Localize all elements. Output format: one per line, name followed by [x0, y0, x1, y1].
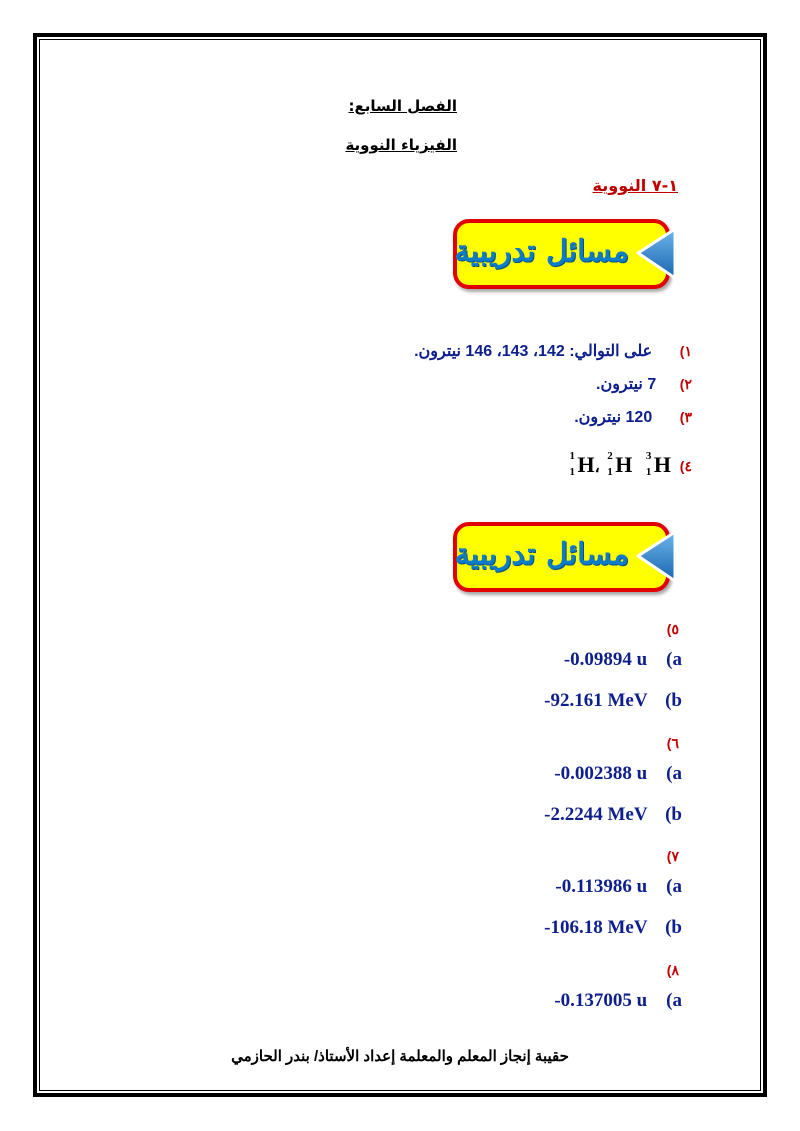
- left-arrow-icon: [635, 226, 680, 281]
- answer-value: -0.09894 u: [563, 649, 648, 670]
- left-arrow-icon: [635, 529, 680, 584]
- answer-row-b: [544, 804, 682, 826]
- part-label: (a: [666, 649, 682, 670]
- question-number: ٧): [666, 848, 679, 864]
- item-answer: 7 نيترون.: [596, 376, 657, 393]
- isotope-hydrogen-2: 2 1 H: [607, 450, 633, 478]
- chapter-title: الفصل السابع:: [348, 97, 457, 115]
- answer-row-b: [544, 917, 682, 939]
- answer-value: -106.18 MeV: [544, 917, 648, 938]
- answer-row-a: [555, 876, 682, 898]
- banner-label: مسائل تدريبية: [454, 234, 629, 269]
- answer-value: -0.113986 u: [555, 876, 648, 897]
- part-label: (a: [666, 876, 682, 897]
- question-number: ٥): [666, 621, 679, 637]
- answer-item: [596, 374, 692, 394]
- item-answer: على التوالي: 142، 143، 146 نيترون.: [414, 343, 653, 360]
- item-number: ٣): [679, 409, 692, 425]
- part-label: (b: [665, 804, 682, 825]
- isotope-hydrogen-1: 1 1 H: [569, 450, 595, 478]
- banner-label: مسائل تدريبية: [454, 537, 629, 572]
- item-number: ١): [679, 343, 692, 359]
- answer-row-b: [544, 690, 682, 712]
- practice-banner: [447, 214, 680, 294]
- answer-item: [680, 456, 692, 475]
- answer-value: -92.161 MeV: [544, 690, 648, 711]
- answer-value: -0.002388 u: [554, 763, 648, 784]
- answer-value: -0.137005 u: [554, 990, 648, 1011]
- item-number: ٤): [679, 458, 692, 474]
- footer-credit: حقيبة إنجاز المعلم والمعلمة إعداد الأستاذ/ بندر الحازمي: [231, 1048, 569, 1065]
- question-number: ٨): [666, 962, 679, 978]
- chapter-subtitle: الفيزياء النووية: [345, 136, 457, 154]
- answer-value: -2.2244 MeV: [544, 804, 648, 825]
- part-label: (b: [665, 690, 682, 711]
- answer-row-a: [564, 649, 682, 671]
- item-number: ٢): [679, 376, 692, 392]
- question-number: ٦): [666, 735, 679, 751]
- answer-row-a: [554, 990, 682, 1012]
- hydrogen-isotopes: 1 1 H، 2 1 H 3 1 H: [569, 450, 671, 478]
- isotope-hydrogen-3: 3 1 H: [645, 450, 671, 478]
- answer-item: [414, 341, 692, 361]
- part-label: (b: [665, 917, 682, 938]
- part-label: (a: [666, 990, 682, 1011]
- answer-row-a: [554, 763, 682, 785]
- section-title: ١-٧ النووية: [592, 176, 678, 195]
- practice-banner: [447, 517, 680, 597]
- answer-item: [574, 407, 692, 427]
- part-label: (a: [666, 763, 682, 784]
- item-answer: 120 نيترون.: [574, 409, 653, 426]
